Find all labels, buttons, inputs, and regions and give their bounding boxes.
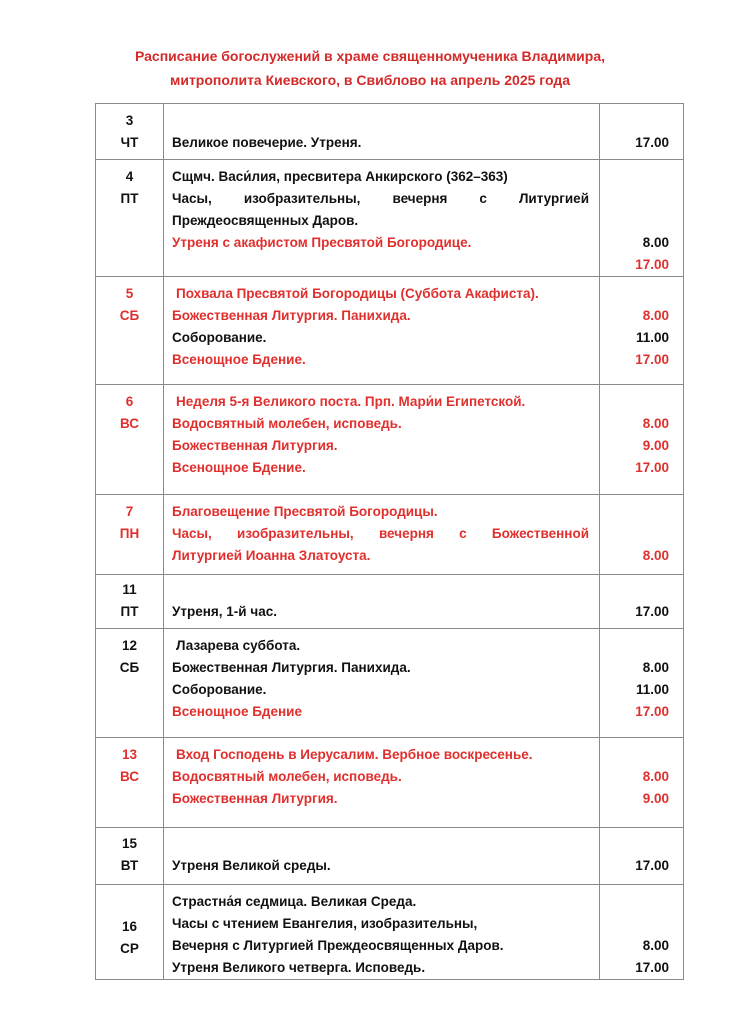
date: 4 bbox=[125, 169, 134, 184]
date: 5 bbox=[125, 286, 134, 301]
table-row bbox=[96, 160, 684, 277]
service-time: 8.00 bbox=[642, 769, 669, 784]
service-line: Благовещение Пресвятой Богородицы. bbox=[172, 504, 438, 519]
title-line-2: митрополита Киевского, в Свиблово на апрель 2025 года bbox=[169, 72, 570, 88]
service-cell bbox=[164, 385, 600, 495]
service-time: 17.00 bbox=[635, 352, 669, 367]
service-time: 8.00 bbox=[642, 938, 669, 953]
service-line: Божественная Литургия. bbox=[172, 791, 338, 806]
date: 15 bbox=[121, 836, 138, 851]
day-cell bbox=[96, 277, 164, 385]
weekday: ВС bbox=[120, 416, 139, 431]
service-line: Неделя 5-я Великого поста. Прп. Мари́и Египетской. bbox=[176, 394, 526, 409]
time-cell bbox=[600, 885, 684, 980]
service-time: 17.00 bbox=[635, 704, 669, 719]
date: 3 bbox=[125, 113, 134, 128]
time-cell bbox=[600, 495, 684, 575]
service-time: 11.00 bbox=[635, 330, 669, 345]
service-line: Часы, изобразительны, вечерня с Божественной bbox=[172, 526, 589, 541]
service-line: Всенощное Бдение bbox=[172, 704, 302, 719]
weekday: ПН bbox=[119, 526, 140, 541]
service-time: 17.00 bbox=[635, 960, 669, 975]
table-row bbox=[96, 575, 684, 629]
service-line: Часы с чтением Евангелия, изобразительны, bbox=[172, 916, 478, 931]
date: 11 bbox=[122, 582, 137, 597]
service-line: Страстна́я седмица. Великая Среда. bbox=[172, 894, 417, 909]
date: 12 bbox=[121, 638, 138, 653]
service-cell bbox=[164, 828, 600, 885]
service-line: Великое повечерие. Утреня. bbox=[172, 135, 362, 150]
service-line: Литургией Иоанна Златоуста. bbox=[172, 548, 371, 563]
service-time: 11.00 bbox=[635, 682, 669, 697]
service-cell bbox=[164, 629, 600, 738]
weekday: ВС bbox=[120, 769, 139, 784]
service-line: Божественная Литургия. Панихида. bbox=[172, 308, 411, 323]
service-time: 17.00 bbox=[635, 257, 669, 272]
day-cell bbox=[96, 495, 164, 575]
service-time: 9.00 bbox=[642, 438, 669, 453]
service-cell bbox=[164, 885, 600, 980]
weekday: ВТ bbox=[120, 858, 139, 873]
service-time: 8.00 bbox=[642, 308, 669, 323]
weekday: СБ bbox=[119, 660, 140, 675]
service-time: 8.00 bbox=[642, 235, 669, 250]
service-line: Сщмч. Васи́лия, пресвитера Анкирского (362–363) bbox=[172, 169, 508, 184]
time-cell bbox=[600, 385, 684, 495]
title-line-1: Расписание богослужений в храме священномученика Владимира, bbox=[134, 48, 606, 64]
service-time: 17.00 bbox=[635, 858, 669, 873]
table-row bbox=[96, 277, 684, 385]
time-cell bbox=[600, 160, 684, 277]
schedule-title bbox=[0, 44, 740, 92]
service-time: 9.00 bbox=[642, 791, 669, 806]
service-time: 17.00 bbox=[635, 604, 669, 619]
service-cell bbox=[164, 160, 600, 277]
table-row bbox=[96, 885, 684, 980]
weekday: ПТ bbox=[120, 604, 139, 619]
service-line: Всенощное Бдение. bbox=[172, 352, 306, 367]
service-line: Преждеосвященных Даров. bbox=[172, 213, 359, 228]
service-line: Божественная Литургия. Панихида. bbox=[172, 660, 411, 675]
day-cell bbox=[96, 629, 164, 738]
service-cell bbox=[164, 575, 600, 629]
weekday: СР bbox=[120, 941, 139, 956]
weekday: СБ bbox=[119, 308, 140, 323]
service-time: 8.00 bbox=[642, 660, 669, 675]
service-line: Всенощное Бдение. bbox=[172, 460, 306, 475]
day-cell bbox=[96, 828, 164, 885]
time-cell bbox=[600, 629, 684, 738]
service-line: Водосвятный молебен, исповедь. bbox=[172, 769, 402, 784]
day-cell bbox=[96, 385, 164, 495]
service-time: 8.00 bbox=[642, 416, 669, 431]
time-cell bbox=[600, 277, 684, 385]
service-line: Утреня, 1-й час. bbox=[172, 604, 277, 619]
table-row bbox=[96, 629, 684, 738]
service-line: Похвала Пресвятой Богородицы (Суббота Акафиста). bbox=[176, 286, 539, 301]
date: 16 bbox=[121, 919, 138, 934]
table-row bbox=[96, 738, 684, 828]
time-cell bbox=[600, 738, 684, 828]
date: 7 bbox=[125, 504, 134, 519]
service-line: Водосвятный молебен, исповедь. bbox=[172, 416, 402, 431]
weekday: ЧТ bbox=[120, 135, 139, 150]
service-line: Вечерня с Литургией Преждеосвященных Даров. bbox=[172, 938, 504, 953]
service-cell bbox=[164, 104, 600, 160]
service-cell bbox=[164, 277, 600, 385]
service-line: Часы, изобразительны, вечерня с Литургией bbox=[172, 191, 589, 206]
service-line: Утреня с акафистом Пресвятой Богородице. bbox=[172, 235, 472, 250]
day-cell bbox=[96, 575, 164, 629]
day-cell bbox=[96, 104, 164, 160]
service-cell bbox=[164, 738, 600, 828]
service-time: 17.00 bbox=[635, 135, 669, 150]
service-line: Лазарева суббота. bbox=[176, 638, 301, 653]
service-line: Соборование. bbox=[172, 330, 267, 345]
day-cell bbox=[96, 738, 164, 828]
day-cell bbox=[96, 160, 164, 277]
service-line: Утреня Великой среды. bbox=[172, 858, 331, 873]
service-cell bbox=[164, 495, 600, 575]
date: 6 bbox=[125, 394, 134, 409]
service-line: Соборование. bbox=[172, 682, 267, 697]
table-row bbox=[96, 495, 684, 575]
service-line: Вход Господень в Иерусалим. Вербное воскресенье. bbox=[176, 747, 533, 762]
service-time: 17.00 bbox=[635, 460, 669, 475]
weekday: ПТ bbox=[120, 191, 139, 206]
time-cell bbox=[600, 104, 684, 160]
date: 13 bbox=[121, 747, 138, 762]
time-cell bbox=[600, 828, 684, 885]
service-line: Божественная Литургия. bbox=[172, 438, 338, 453]
table-row bbox=[96, 104, 684, 160]
time-cell bbox=[600, 575, 684, 629]
schedule-table bbox=[95, 103, 684, 980]
service-line: Утреня Великого четверга. Исповедь. bbox=[172, 960, 426, 975]
day-cell bbox=[96, 885, 164, 980]
service-time: 8.00 bbox=[642, 548, 669, 563]
table-row bbox=[96, 385, 684, 495]
table-row bbox=[96, 828, 684, 885]
